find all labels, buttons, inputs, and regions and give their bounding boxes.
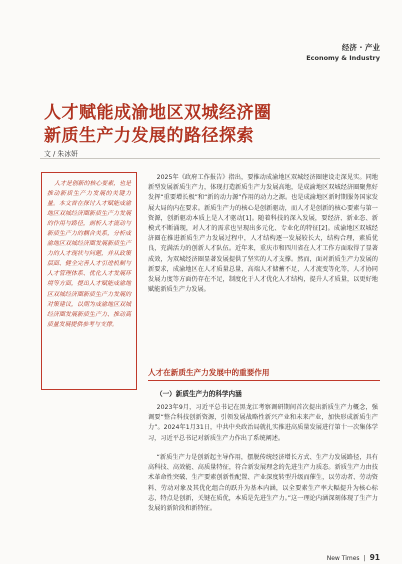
page-number: 91 [369,553,380,562]
title-divider [40,158,380,159]
article-title [44,102,384,148]
subsection-heading: （一）新质生产力的科学内涵 [156,390,242,398]
author-byline: 文 / 朱冰妍 [44,150,78,158]
title-line-1: 人才赋能成渝地区双城经济圈 [44,103,272,123]
section-label-cn: 经济 · 产业 [341,43,380,52]
section-heading-rule [148,380,380,381]
body-paragraph: 2023年9月，习近平总书记在黑龙江考察调研期间首次提出新质生产力概念，强调要“整合科技创新资源，引领发展战略性新兴产业和未来产业，加快形成新质生产力”。2024年1月31日，中共中央政治局就扎实推进高质量发展进行第十一次集体学习，习近平总书记对新质生产力作出了系统阐述。 [148,404,378,442]
footer-separator: | [363,555,366,562]
body-paragraph: “新质生产力是创新起主导作用，摆脱传统经济增长方式、生产力发展路径，具有高科技、高效能、高质量特征，符合新发展理念的先进生产力质态。新质生产力由技术革命性突破、生产要素创新性配置、产业深度转型升级而催生，以劳动者、劳动资料、劳动对象及其优化组合的跃升为基本内涵，以全要素生产率大幅提升为核心标志，特点是创新，关键在质优，本质是先进生产力。”这一理论内涵深刻体现了生产力发展的新阶段和新特征。 [148,454,378,513]
body-paragraph-block-2 [148,453,378,514]
section-heading: 人才在新质生产力发展中的重要作用 [148,368,270,377]
section-label-en: Economy & Industry [306,54,380,62]
intro-paragraph: 2025年《政府工作报告》指出，要推动成渝地区双城经济圈建设走深见实。同地新型发展新质生产力，体现打造新质生产力发展高地，是成渝地区双城经济圈聚焦好发挥“重要增长极”和“新的动力源”作用的动力之源。也是成渝地区新时期服务国家发展大局的内在要求。新质生产力的核心是创新驱动，而人才是创新的核心要素与第一资源，创新驱动本质上是人才驱动[1]。随着科技的深入发展，要经济、新业态、新模式不断涌现，对人才的需求也呈现出多元化、专业化的特征[2]。成渝地区双城经济圈在推进新质生产力发展过程中，人才结构逐一发展较长大，结构合理，素质优良，充满活力的创新人才队伍。近年来，重庆市和四川省在人才工作方面取得了显著成效，为双城经济圈显著发展提供了坚实的人才支撑。然而，面对新质生产力发展的新要求，成渝地区在人才质量总量，高端人才储蓄不足，人才流变等化等，人才协同发展力度等方面仍存在不足，制度化于人才优化人才结构，提升人才质量，以更好地赋能新质生产力发展。 [148,174,378,294]
footer-brand: New Times [326,555,360,562]
body-paragraph-block-1 [148,403,378,444]
abstract-box: 人才是创新的核心要素，也是推动新质生产力发展的关键力量。本文首在探讨人才赋能成渝地区双城经济圈新质生产力发展的作用与路径，剖析人才流动与新质生产力的耦合关系，分析成渝地区双城经济圈发展新质生产力的人才现状与问题，并从政策层面、健全完善人才引进机制与人才管理体系、优化人才发展环境等方面，提出人才赋能成渝地区双城经济圈新质生产力发展的对策建议，以期为成渝地区双城经济圈发展新质生产力、推动高质量发展提供参考与支撑。 [41,172,137,390]
intro-paragraph-block [148,173,378,295]
page-footer [327,553,380,562]
section-tag [306,42,380,62]
title-line-2: 新质生产力发展的路径探索 [44,126,254,146]
